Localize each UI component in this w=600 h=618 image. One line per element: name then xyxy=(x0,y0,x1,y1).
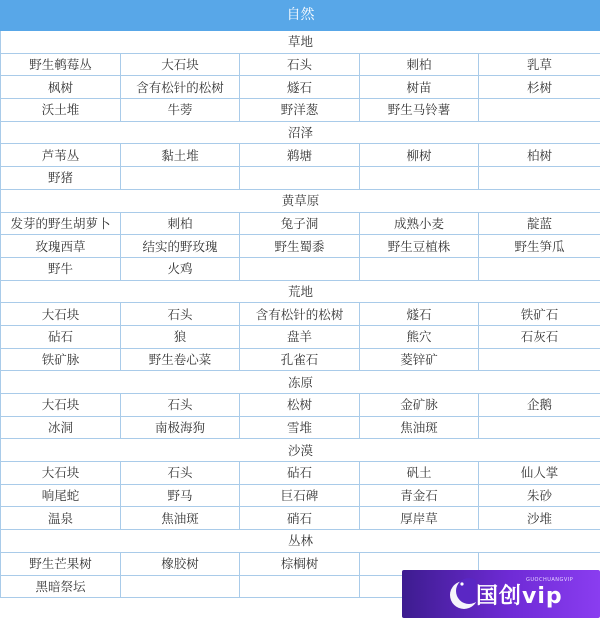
table-cell: 石头 xyxy=(121,394,240,417)
table-cell: 结实的野玫瑰 xyxy=(121,235,240,258)
section-header: 沙漠 xyxy=(1,439,600,462)
watermark-subtitle: GUOCHUANGVIP xyxy=(526,577,574,583)
table-title: 自然 xyxy=(1,1,600,31)
section-header: 丛林 xyxy=(1,530,600,553)
table-cell: 铁矿脉 xyxy=(1,348,121,371)
table-cell: 兔子洞 xyxy=(240,212,360,235)
table-cell: 金矿脉 xyxy=(360,394,479,417)
table-cell xyxy=(240,167,360,190)
table-row xyxy=(1,167,600,190)
table-cell: 石头 xyxy=(240,53,360,76)
table-cell xyxy=(240,575,360,598)
table-cell: 柳树 xyxy=(360,144,479,167)
table-cell: 乳草 xyxy=(479,53,600,76)
table-cell: 雪堆 xyxy=(240,416,360,439)
table-cell: 野生豆植株 xyxy=(360,235,479,258)
table-cell: 靛蓝 xyxy=(479,212,600,235)
table-row xyxy=(1,53,600,76)
table-cell: 牛蒡 xyxy=(121,99,240,122)
table-cell: 树苗 xyxy=(360,76,479,99)
table-cell xyxy=(479,416,600,439)
section-header-row xyxy=(1,31,600,54)
table-cell: 石头 xyxy=(121,462,240,485)
table-cell: 野牛 xyxy=(1,257,121,280)
table-cell: 野猪 xyxy=(1,167,121,190)
table-cell: 柏树 xyxy=(479,144,600,167)
table-row xyxy=(1,257,600,280)
table-cell: 焦油斑 xyxy=(121,507,240,530)
table-cell: 温泉 xyxy=(1,507,121,530)
table-cell: 刺柏 xyxy=(121,212,240,235)
table-cell: 黏土堆 xyxy=(121,144,240,167)
table-row xyxy=(1,144,600,167)
section-header: 荒地 xyxy=(1,280,600,303)
table-row xyxy=(1,394,600,417)
table-cell xyxy=(360,167,479,190)
table-cell: 砧石 xyxy=(240,462,360,485)
table-cell: 冰洞 xyxy=(1,416,121,439)
table-cell: 燧石 xyxy=(240,76,360,99)
section-header-row xyxy=(1,371,600,394)
table-row xyxy=(1,348,600,371)
section-header-row xyxy=(1,121,600,144)
watermark-logo xyxy=(402,570,600,618)
table-cell: 仙人掌 xyxy=(479,462,600,485)
table-cell: 玫瑰西草 xyxy=(1,235,121,258)
table-cell: 菱锌矿 xyxy=(360,348,479,371)
section-header: 黄草原 xyxy=(1,189,600,212)
table-row xyxy=(1,76,600,99)
watermark-brand-text: 国创vip xyxy=(476,584,563,609)
table-cell: 大石块 xyxy=(1,394,121,417)
table-row xyxy=(1,507,600,530)
table-cell: 棕榈树 xyxy=(240,552,360,575)
table-cell: 火鸡 xyxy=(121,257,240,280)
table-cell: 黑暗祭坛 xyxy=(1,575,121,598)
table-cell: 青金石 xyxy=(360,484,479,507)
table-cell: 燧石 xyxy=(360,303,479,326)
table-row xyxy=(1,99,600,122)
table-cell xyxy=(360,257,479,280)
section-header-row xyxy=(1,439,600,462)
table-cell: 沙堆 xyxy=(479,507,600,530)
table-cell: 发芽的野生胡萝卜 xyxy=(1,212,121,235)
table-row xyxy=(1,416,600,439)
table-cell: 野生卷心菜 xyxy=(121,348,240,371)
table-cell xyxy=(121,167,240,190)
table-cell: 含有松针的松树 xyxy=(240,303,360,326)
table-cell xyxy=(479,167,600,190)
table-cell: 刺柏 xyxy=(360,53,479,76)
table-cell: 鹈塘 xyxy=(240,144,360,167)
table-cell: 矾土 xyxy=(360,462,479,485)
table-cell: 含有松针的松树 xyxy=(121,76,240,99)
table-cell: 企鹅 xyxy=(479,394,600,417)
table-cell: 大石块 xyxy=(1,303,121,326)
table-cell xyxy=(121,575,240,598)
table-cell: 硝石 xyxy=(240,507,360,530)
table-cell: 巨石碑 xyxy=(240,484,360,507)
table-cell: 厚岸草 xyxy=(360,507,479,530)
table-cell xyxy=(479,348,600,371)
table-cell: 橡胶树 xyxy=(121,552,240,575)
table-cell xyxy=(479,99,600,122)
table-row xyxy=(1,235,600,258)
table-row xyxy=(1,212,600,235)
table-cell: 野生鹌莓丛 xyxy=(1,53,121,76)
table-cell: 石灰石 xyxy=(479,325,600,348)
table-cell: 沃土堆 xyxy=(1,99,121,122)
table-cell xyxy=(240,257,360,280)
section-header-row xyxy=(1,280,600,303)
section-header-row xyxy=(1,189,600,212)
table-cell: 南极海狗 xyxy=(121,416,240,439)
table-cell: 狼 xyxy=(121,325,240,348)
table-cell: 铁矿石 xyxy=(479,303,600,326)
crescent-moon-icon xyxy=(402,570,476,618)
table-cell: 松树 xyxy=(240,394,360,417)
table-cell: 熊穴 xyxy=(360,325,479,348)
section-header: 沼泽 xyxy=(1,121,600,144)
table-row xyxy=(1,303,600,326)
table-cell: 响尾蛇 xyxy=(1,484,121,507)
table-cell: 盘羊 xyxy=(240,325,360,348)
table-cell: 朱砂 xyxy=(479,484,600,507)
table-cell: 焦油斑 xyxy=(360,416,479,439)
table-cell: 杉树 xyxy=(479,76,600,99)
table-title-row xyxy=(1,1,600,31)
table-cell: 野生笋瓜 xyxy=(479,235,600,258)
table-cell: 野马 xyxy=(121,484,240,507)
table-cell: 野洋葱 xyxy=(240,99,360,122)
section-header-row xyxy=(1,530,600,553)
table-cell: 砧石 xyxy=(1,325,121,348)
table-cell: 野生芒果树 xyxy=(1,552,121,575)
table-cell: 石头 xyxy=(121,303,240,326)
table-cell: 成熟小麦 xyxy=(360,212,479,235)
table-row xyxy=(1,462,600,485)
table-row xyxy=(1,484,600,507)
table-cell: 芦苇丛 xyxy=(1,144,121,167)
table-cell: 野生蜀黍 xyxy=(240,235,360,258)
table-cell: 枫树 xyxy=(1,76,121,99)
table-row xyxy=(1,325,600,348)
table-cell xyxy=(479,257,600,280)
section-header: 冻原 xyxy=(1,371,600,394)
table-cell: 大石块 xyxy=(121,53,240,76)
table-cell: 大石块 xyxy=(1,462,121,485)
table-cell: 野生马铃薯 xyxy=(360,99,479,122)
table-cell: 孔雀石 xyxy=(240,348,360,371)
section-header: 草地 xyxy=(1,31,600,54)
